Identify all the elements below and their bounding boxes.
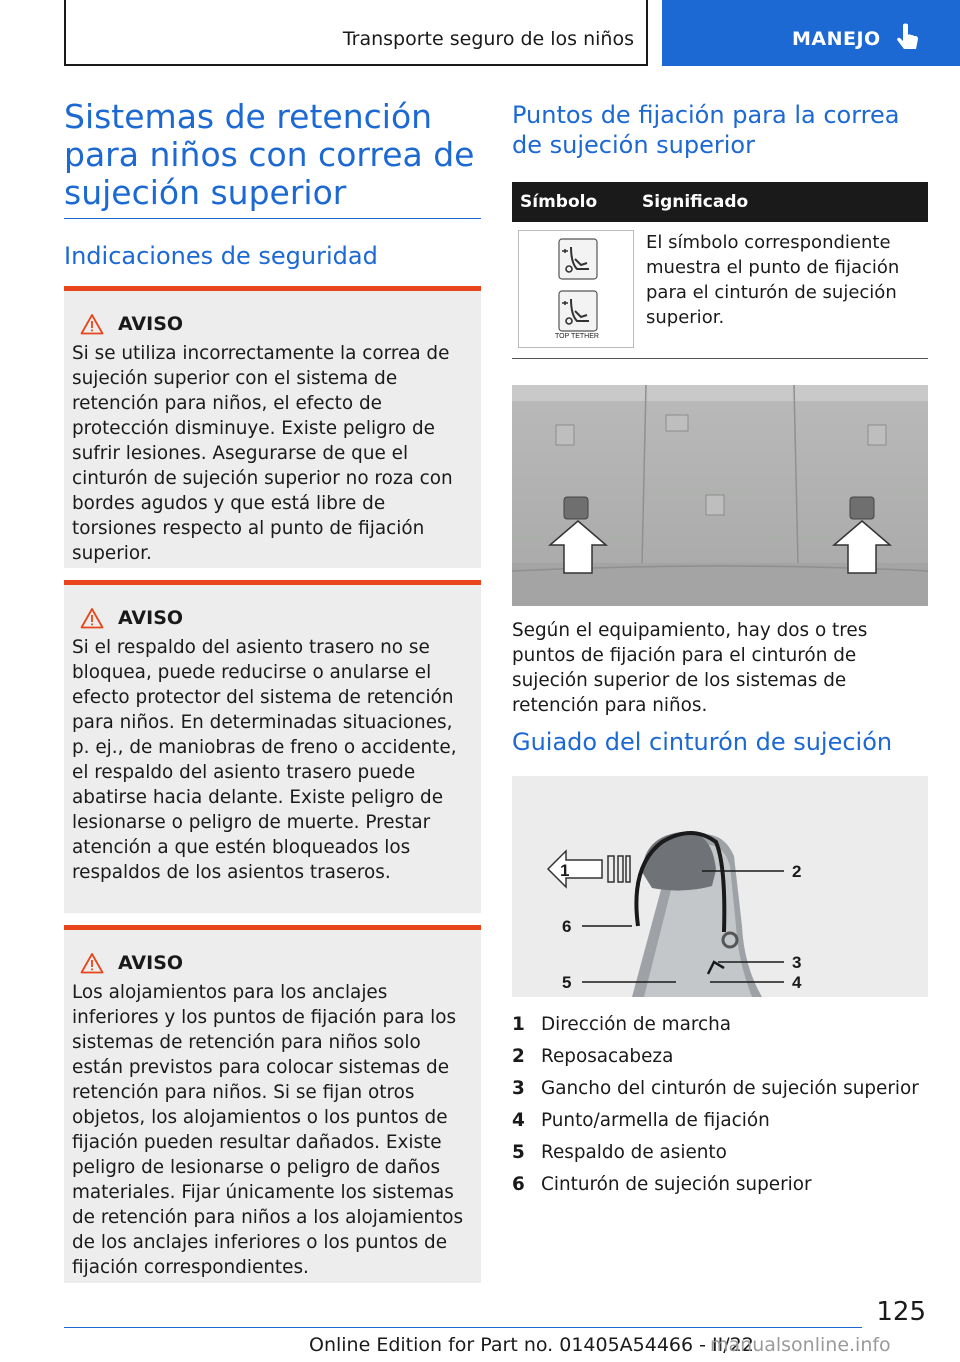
- callout-6: 6: [562, 917, 572, 936]
- section-heading-tether-routing: Guiado del cinturón de sujeción: [512, 728, 893, 756]
- symbol-meaning-text: El símbolo correspondiente muestra el punto de fijación para el cinturón de sujeción superior.: [646, 232, 900, 328]
- table-divider: [512, 358, 928, 359]
- hand-pointer-icon: [894, 22, 922, 56]
- table-header-meaning: Significado: [634, 182, 928, 222]
- page-number: 125: [876, 1297, 926, 1327]
- callout-2: 2: [792, 862, 802, 881]
- warning-box-3: [64, 925, 481, 1283]
- top-tether-caption: TOP TETHER: [555, 333, 599, 340]
- warning-text: Los alojamientos para los anclajes inferiores y los puntos de fijación para los sistemas de retención para niños solo están previstos para colocar sistemas de retención para niños. Si se fijan otros objetos, los alojamientos o los puntos de fijación pueden resultar dañados. Existe peligro de lesionarse o peligro de daños materiales. Fijar únicamente los sistemas de retención para niños a los alojamientos de los anclajes inferiores o los puntos de fijación correspondientes.: [72, 982, 464, 1278]
- legend-item: 2 Reposacabeza: [512, 1045, 674, 1067]
- legend-item: 1 Dirección de marcha: [512, 1013, 732, 1035]
- warning-box-1: [64, 286, 481, 568]
- callout-1: 1: [560, 861, 570, 880]
- warning-triangle-icon: [80, 607, 104, 629]
- section-heading-anchor-points: Puntos de fijación para la correa de sujeción superior: [512, 101, 900, 159]
- header-section-title: Transporte seguro de los niños: [342, 28, 634, 50]
- header-chapter-tab: [662, 0, 960, 66]
- footer-watermark: manualsonline.info: [710, 1334, 891, 1356]
- legend-item: 6 Cinturón de sujeción superior: [512, 1173, 812, 1195]
- callout-5: 5: [562, 973, 572, 992]
- diagram-legend: [512, 1008, 919, 1200]
- tether-routing-illustration: [512, 776, 928, 997]
- title-divider: [64, 218, 481, 219]
- warning-text: Si el respaldo del asiento trasero no se bloquea, puede reducirse o anularse el efecto protector del sistema de retención para niños. En determinadas situaciones, p. ej., de maniobras de freno o accidente, el respaldo del asiento trasero puede abatirse hacia delante. Existe peligro de lesionarse o peligro de muerte. Prestar atención a que estén bloqueados los respaldos de los asientos traseros.: [72, 637, 457, 883]
- tether-routing-diagram: [512, 776, 928, 997]
- warning-box-2: [64, 580, 481, 913]
- callout-3: 3: [792, 953, 802, 972]
- legend-item: 4 Punto/armella de fijación: [512, 1109, 770, 1131]
- legend-item: 3 Gancho del cinturón de sujeción superior: [512, 1077, 919, 1099]
- top-tether-symbol: [518, 230, 634, 348]
- table-header-symbol: Símbolo: [512, 182, 634, 222]
- warning-label: AVISO: [118, 952, 184, 974]
- header-section-tab: [64, 0, 648, 66]
- legend-item: 5 Respaldo de asiento: [512, 1141, 727, 1163]
- warning-text: Si se utiliza incorrectamente la correa de sujeción superior con el sistema de retención para niños, el efecto de protección disminuye. Existe peligro de sufrir lesiones. Asegurarse de que el cinturón de sujeción superior no roza con bordes agudos y que está libre de torsiones respecto al punto de fijación superior.: [72, 343, 453, 564]
- section-heading-safety: Indicaciones de seguridad: [64, 242, 378, 270]
- anchor-points-photo: [512, 385, 928, 606]
- page-title: Sistemas de retención para niños con correa de sujeción superior: [64, 97, 475, 212]
- warning-label: AVISO: [118, 607, 184, 629]
- warning-triangle-icon: [80, 313, 104, 335]
- callout-4: 4: [792, 973, 802, 992]
- warning-label: AVISO: [118, 313, 184, 335]
- child-seat-anchor-icon: [519, 231, 633, 347]
- anchor-points-text: Según el equipamiento, hay dos o tres puntos de fijación para el cinturón de sujeción superior de los sistemas de retención para niños.: [512, 620, 868, 716]
- footer-divider: [64, 1327, 862, 1328]
- symbol-table: [512, 182, 928, 348]
- footer-edition: Online Edition for Part no. 01405A54466 - II/22: [309, 1334, 754, 1356]
- warning-triangle-icon: [80, 952, 104, 974]
- header-chapter-title: MANEJO: [792, 28, 881, 50]
